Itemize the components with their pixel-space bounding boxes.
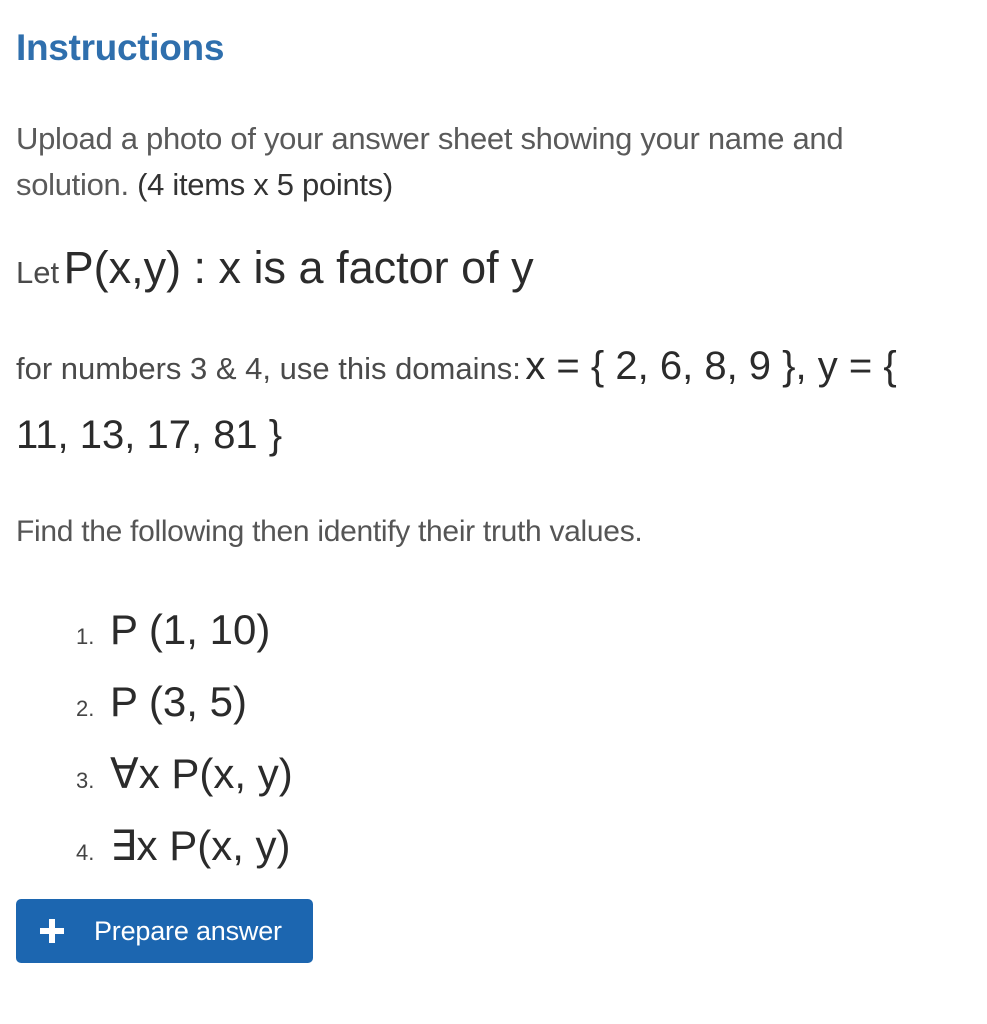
instructions-intro [16, 116, 936, 208]
item-expression: P (1, 10) [110, 606, 271, 653]
instructions-panel [16, 20, 967, 882]
item-number: 2. [76, 696, 95, 721]
item-number: 1. [76, 624, 95, 649]
predicate-text: P(x,y) : x is a factor of y [63, 242, 534, 293]
question-list [16, 594, 967, 882]
let-prefix: Let [16, 255, 60, 290]
points-note: (4 items x 5 points) [137, 167, 393, 202]
item-expression: ∃x P(x, y) [110, 822, 291, 869]
item-expression: ∀x P(x, y) [110, 750, 293, 797]
page-title: Instructions [16, 27, 225, 68]
domain-definition [16, 336, 956, 474]
list-item [76, 810, 967, 882]
prepare-answer-label: Prepare answer [94, 915, 282, 946]
domain-values: x = { 2, 6, 8, 9 }, y = { 11, 13, 17, 81 } [16, 344, 897, 457]
plus-icon [40, 919, 64, 943]
list-item [76, 738, 967, 810]
item-expression: P (3, 5) [110, 678, 247, 725]
find-instruction: Find the following then identify their truth values. [16, 515, 643, 548]
item-number: 3. [76, 768, 95, 793]
intro-text: Upload a photo of your answer sheet showing your name and solution. [16, 121, 844, 202]
domain-prefix: for numbers 3 & 4, use this domains: [16, 351, 521, 386]
item-number: 4. [76, 840, 95, 865]
list-item [76, 594, 967, 666]
prepare-answer-button[interactable] [16, 899, 313, 963]
predicate-definition [16, 238, 967, 298]
list-item [76, 666, 967, 738]
